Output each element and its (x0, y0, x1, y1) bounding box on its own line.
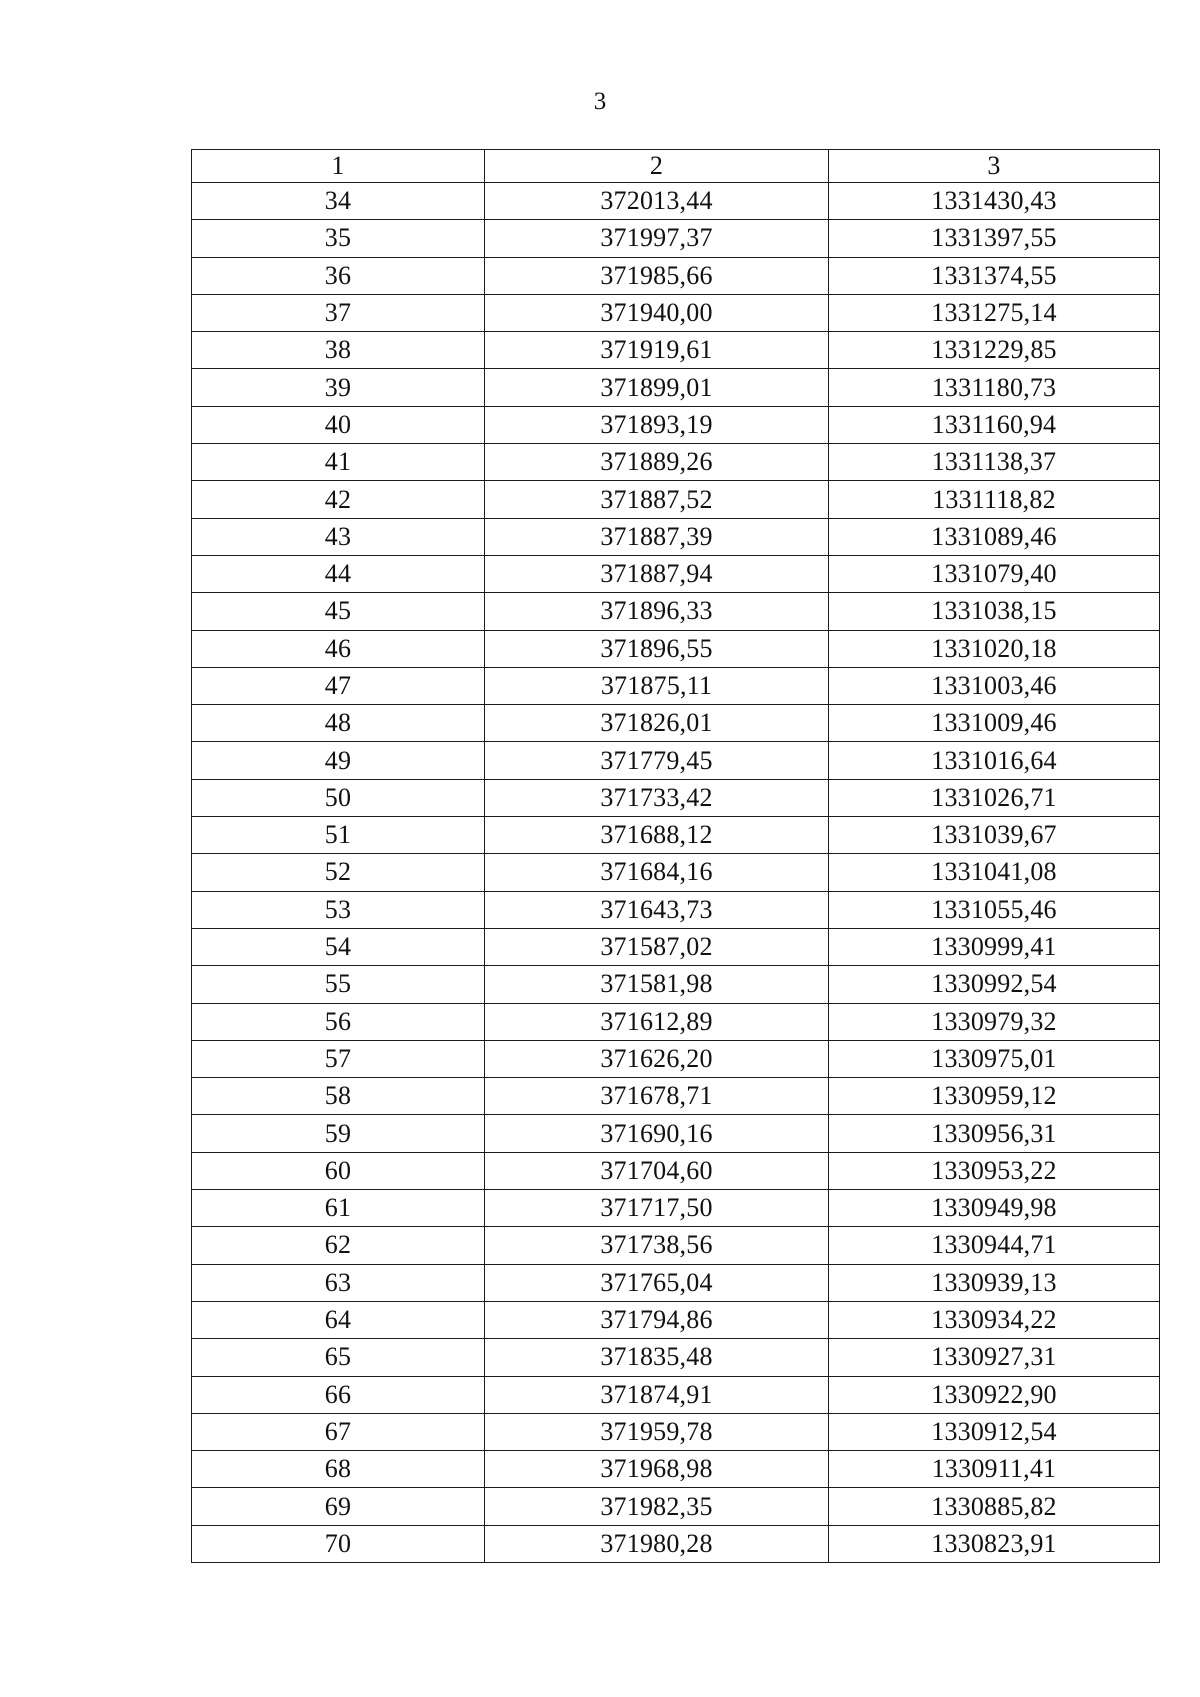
table-body (192, 183, 1160, 1563)
point-number-cell: 70 (192, 1525, 485, 1562)
point-number-cell: 53 (192, 891, 485, 928)
x-coordinate-cell: 371985,66 (485, 257, 829, 294)
x-coordinate-cell: 371612,89 (485, 1003, 829, 1040)
table-row (192, 1078, 1160, 1115)
point-number-cell: 51 (192, 817, 485, 854)
table-row (192, 891, 1160, 928)
table-row (192, 1190, 1160, 1227)
y-coordinate-cell: 1330959,12 (829, 1078, 1160, 1115)
x-coordinate-cell: 371896,33 (485, 593, 829, 630)
table-row (192, 1115, 1160, 1152)
table-row (192, 555, 1160, 592)
table-header (192, 150, 1160, 183)
x-coordinate-cell: 371893,19 (485, 406, 829, 443)
y-coordinate-cell: 1330912,54 (829, 1413, 1160, 1450)
point-number-cell: 66 (192, 1376, 485, 1413)
table-row (192, 705, 1160, 742)
x-coordinate-cell: 371980,28 (485, 1525, 829, 1562)
y-coordinate-cell: 1330979,32 (829, 1003, 1160, 1040)
point-number-cell: 63 (192, 1264, 485, 1301)
x-coordinate-cell: 372013,44 (485, 183, 829, 220)
table-row (192, 1227, 1160, 1264)
table-row (192, 1451, 1160, 1488)
x-coordinate-cell: 371690,16 (485, 1115, 829, 1152)
y-coordinate-cell: 1331039,67 (829, 817, 1160, 854)
y-coordinate-cell: 1331038,15 (829, 593, 1160, 630)
y-coordinate-cell: 1331138,37 (829, 444, 1160, 481)
table-row (192, 183, 1160, 220)
point-number-cell: 47 (192, 667, 485, 704)
x-coordinate-cell: 371968,98 (485, 1451, 829, 1488)
y-coordinate-cell: 1331430,43 (829, 183, 1160, 220)
point-number-cell: 69 (192, 1488, 485, 1525)
y-coordinate-cell: 1330922,90 (829, 1376, 1160, 1413)
point-number-cell: 56 (192, 1003, 485, 1040)
x-coordinate-cell: 371826,01 (485, 705, 829, 742)
y-coordinate-cell: 1330956,31 (829, 1115, 1160, 1152)
y-coordinate-cell: 1331003,46 (829, 667, 1160, 704)
point-number-cell: 44 (192, 555, 485, 592)
point-number-cell: 50 (192, 779, 485, 816)
table-row (192, 1339, 1160, 1376)
table-row (192, 406, 1160, 443)
x-coordinate-cell: 371643,73 (485, 891, 829, 928)
x-coordinate-cell: 371733,42 (485, 779, 829, 816)
point-number-cell: 55 (192, 966, 485, 1003)
point-number-cell: 62 (192, 1227, 485, 1264)
y-coordinate-cell: 1330975,01 (829, 1040, 1160, 1077)
point-number-cell: 67 (192, 1413, 485, 1450)
table-row (192, 817, 1160, 854)
point-number-cell: 46 (192, 630, 485, 667)
y-coordinate-cell: 1331229,85 (829, 332, 1160, 369)
point-number-cell: 35 (192, 220, 485, 257)
y-coordinate-cell: 1331055,46 (829, 891, 1160, 928)
table-row (192, 1152, 1160, 1189)
table-row (192, 1003, 1160, 1040)
y-coordinate-cell: 1331180,73 (829, 369, 1160, 406)
point-number-cell: 61 (192, 1190, 485, 1227)
y-coordinate-cell: 1330953,22 (829, 1152, 1160, 1189)
point-number-cell: 64 (192, 1301, 485, 1338)
x-coordinate-cell: 371997,37 (485, 220, 829, 257)
table-row (192, 966, 1160, 1003)
x-coordinate-cell: 371684,16 (485, 854, 829, 891)
x-coordinate-cell: 371765,04 (485, 1264, 829, 1301)
y-coordinate-cell: 1331026,71 (829, 779, 1160, 816)
table-row (192, 257, 1160, 294)
coordinates-table (191, 149, 1160, 1563)
point-number-cell: 34 (192, 183, 485, 220)
point-number-cell: 42 (192, 481, 485, 518)
table-row (192, 1525, 1160, 1562)
point-number-cell: 38 (192, 332, 485, 369)
y-coordinate-cell: 1331041,08 (829, 854, 1160, 891)
table-row (192, 294, 1160, 331)
x-coordinate-cell: 371779,45 (485, 742, 829, 779)
x-coordinate-cell: 371875,11 (485, 667, 829, 704)
point-number-cell: 43 (192, 518, 485, 555)
table-row (192, 667, 1160, 704)
x-coordinate-cell: 371959,78 (485, 1413, 829, 1450)
point-number-cell: 68 (192, 1451, 485, 1488)
y-coordinate-cell: 1330934,22 (829, 1301, 1160, 1338)
point-number-cell: 39 (192, 369, 485, 406)
x-coordinate-cell: 371919,61 (485, 332, 829, 369)
x-coordinate-cell: 371982,35 (485, 1488, 829, 1525)
y-coordinate-cell: 1331079,40 (829, 555, 1160, 592)
y-coordinate-cell: 1330885,82 (829, 1488, 1160, 1525)
y-coordinate-cell: 1331009,46 (829, 705, 1160, 742)
y-coordinate-cell: 1330939,13 (829, 1264, 1160, 1301)
y-coordinate-cell: 1330823,91 (829, 1525, 1160, 1562)
point-number-cell: 59 (192, 1115, 485, 1152)
y-coordinate-cell: 1330927,31 (829, 1339, 1160, 1376)
x-coordinate-cell: 371889,26 (485, 444, 829, 481)
table-row (192, 630, 1160, 667)
y-coordinate-cell: 1331118,82 (829, 481, 1160, 518)
y-coordinate-cell: 1330992,54 (829, 966, 1160, 1003)
x-coordinate-cell: 371587,02 (485, 928, 829, 965)
column-header-2: 2 (485, 150, 829, 183)
column-header-3: 3 (829, 150, 1160, 183)
y-coordinate-cell: 1330949,98 (829, 1190, 1160, 1227)
x-coordinate-cell: 371835,48 (485, 1339, 829, 1376)
y-coordinate-cell: 1330911,41 (829, 1451, 1160, 1488)
y-coordinate-cell: 1331397,55 (829, 220, 1160, 257)
page-number: 3 (593, 88, 607, 115)
point-number-cell: 57 (192, 1040, 485, 1077)
table-row (192, 220, 1160, 257)
table-row (192, 444, 1160, 481)
x-coordinate-cell: 371887,52 (485, 481, 829, 518)
table-row (192, 928, 1160, 965)
x-coordinate-cell: 371717,50 (485, 1190, 829, 1227)
table-row (192, 593, 1160, 630)
y-coordinate-cell: 1330944,71 (829, 1227, 1160, 1264)
header-row (192, 150, 1160, 183)
y-coordinate-cell: 1331275,14 (829, 294, 1160, 331)
y-coordinate-cell: 1331016,64 (829, 742, 1160, 779)
point-number-cell: 36 (192, 257, 485, 294)
column-header-1: 1 (192, 150, 485, 183)
y-coordinate-cell: 1330999,41 (829, 928, 1160, 965)
x-coordinate-cell: 371794,86 (485, 1301, 829, 1338)
point-number-cell: 49 (192, 742, 485, 779)
point-number-cell: 40 (192, 406, 485, 443)
x-coordinate-cell: 371899,01 (485, 369, 829, 406)
y-coordinate-cell: 1331020,18 (829, 630, 1160, 667)
table-row (192, 518, 1160, 555)
table-row (192, 1413, 1160, 1450)
table-row (192, 742, 1160, 779)
table-row (192, 1040, 1160, 1077)
x-coordinate-cell: 371887,94 (485, 555, 829, 592)
point-number-cell: 45 (192, 593, 485, 630)
x-coordinate-cell: 371626,20 (485, 1040, 829, 1077)
table-row (192, 1488, 1160, 1525)
table-row (192, 481, 1160, 518)
table-row (192, 1264, 1160, 1301)
point-number-cell: 58 (192, 1078, 485, 1115)
point-number-cell: 52 (192, 854, 485, 891)
x-coordinate-cell: 371887,39 (485, 518, 829, 555)
y-coordinate-cell: 1331160,94 (829, 406, 1160, 443)
x-coordinate-cell: 371940,00 (485, 294, 829, 331)
table-row (192, 779, 1160, 816)
x-coordinate-cell: 371738,56 (485, 1227, 829, 1264)
x-coordinate-cell: 371688,12 (485, 817, 829, 854)
x-coordinate-cell: 371874,91 (485, 1376, 829, 1413)
table-row (192, 1376, 1160, 1413)
y-coordinate-cell: 1331089,46 (829, 518, 1160, 555)
x-coordinate-cell: 371896,55 (485, 630, 829, 667)
point-number-cell: 54 (192, 928, 485, 965)
x-coordinate-cell: 371581,98 (485, 966, 829, 1003)
x-coordinate-cell: 371678,71 (485, 1078, 829, 1115)
x-coordinate-cell: 371704,60 (485, 1152, 829, 1189)
point-number-cell: 37 (192, 294, 485, 331)
point-number-cell: 48 (192, 705, 485, 742)
table-row (192, 369, 1160, 406)
point-number-cell: 60 (192, 1152, 485, 1189)
point-number-cell: 41 (192, 444, 485, 481)
table-row (192, 854, 1160, 891)
table-row (192, 1301, 1160, 1338)
y-coordinate-cell: 1331374,55 (829, 257, 1160, 294)
point-number-cell: 65 (192, 1339, 485, 1376)
table-row (192, 332, 1160, 369)
